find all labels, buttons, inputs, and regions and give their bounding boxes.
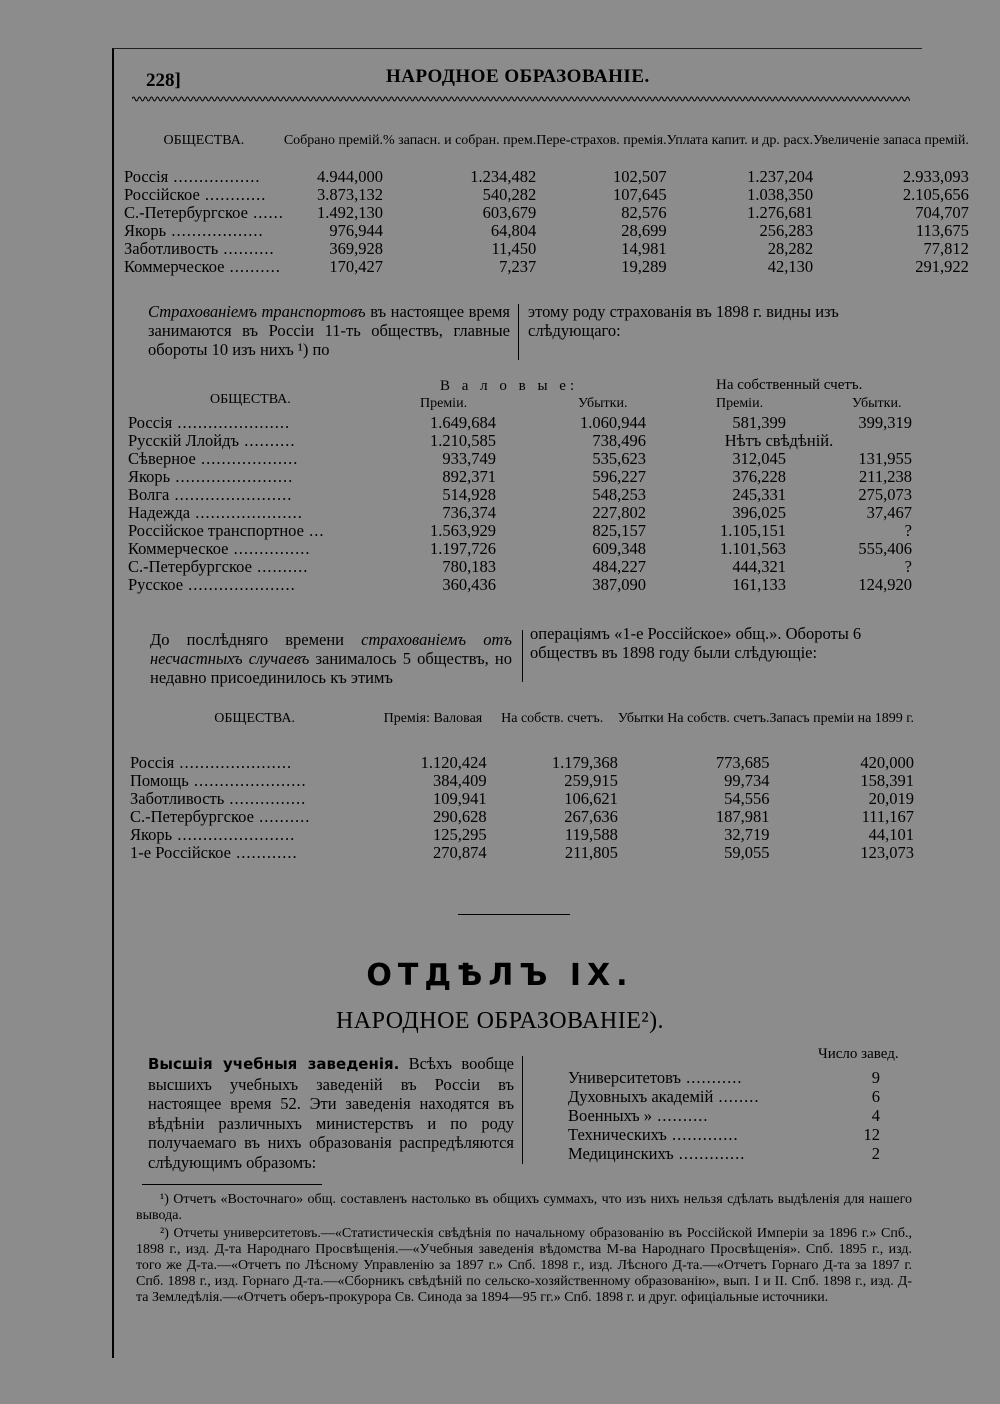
cell-value: 54,556 (724, 789, 770, 808)
cell-value: ? (904, 557, 912, 576)
leader-dots: ....................... (169, 485, 293, 504)
leader-dots: ....................... (170, 467, 294, 486)
leader-dots: ................... (195, 449, 299, 468)
table-row (568, 1087, 880, 1106)
cell-value: 170,427 (329, 257, 383, 276)
page-number: 228] (146, 70, 181, 91)
row-label-text: С.-Петербургское (124, 203, 248, 222)
cell-value: 535,623 (592, 449, 646, 468)
cell-value: 113,675 (915, 221, 969, 240)
cell-value: 555,406 (858, 539, 912, 558)
row-label (128, 522, 396, 540)
cell-value: 111,167 (861, 807, 914, 826)
table-row (124, 204, 969, 222)
row-label-text: Русское (128, 575, 184, 594)
cell-value: 3.873,132 (316, 185, 383, 204)
cell-value: 1.563,929 (430, 521, 496, 540)
cell-value: 125,295 (432, 825, 487, 844)
row-label (568, 1125, 850, 1144)
cell-value: 6 (871, 1087, 880, 1106)
cell-value: 704,707 (915, 203, 969, 222)
leader-dots: ........ (713, 1087, 760, 1106)
col-header: На собств. счетъ. (501, 710, 604, 726)
leader-dots: .......... (218, 239, 275, 258)
cell-value: 1.234,482 (470, 167, 537, 186)
cell-value: 44,101 (868, 825, 914, 844)
paragraph-higher-education (148, 1054, 514, 1172)
row-label-text: Русскій Ллойдъ (128, 431, 240, 450)
row-label (128, 450, 396, 468)
row-label-text: Россія (130, 753, 175, 772)
leader-dots: ..................... (183, 575, 296, 594)
table-row (128, 450, 912, 468)
cell-value: 360,436 (442, 575, 496, 594)
row-label (568, 1068, 850, 1087)
leader-dots: ...................... (172, 413, 291, 432)
cell-value: 1.649,684 (430, 413, 496, 432)
row-label (130, 844, 379, 862)
cell-value: 736,374 (442, 503, 496, 522)
table-row (128, 540, 912, 558)
leader-dots: ... (303, 521, 325, 540)
cell-value: 1.038,350 (747, 185, 814, 204)
leader-dots: ...... (247, 203, 284, 222)
row-label-text: Якорь (128, 467, 171, 486)
col-header: Убытки На собств. счетъ. (617, 710, 770, 726)
row-label-text: Сѣверное (128, 449, 196, 468)
cell-value: 290,628 (432, 807, 487, 826)
leader-dots: ............... (228, 539, 311, 558)
cell-value: 161,133 (732, 575, 786, 594)
row-label (128, 504, 396, 522)
table-row (124, 222, 969, 240)
cell-value: 603,679 (482, 203, 537, 222)
column-divider (518, 304, 519, 360)
cell-value: 32,719 (724, 825, 770, 844)
cell-value: 64,804 (490, 221, 537, 240)
cell-value: 369,928 (329, 239, 383, 258)
col-header: Увеличеніе запаса премій. (813, 132, 969, 148)
cell-value: 259,915 (564, 771, 618, 790)
table-row (130, 754, 914, 772)
table-row (128, 486, 912, 504)
cell-value: 245,331 (732, 485, 786, 504)
cell-value: 514,928 (442, 485, 496, 504)
cell-value: 780,183 (442, 557, 496, 576)
section-title: ОТДѢЛЪ IX. (366, 958, 634, 993)
column-divider (522, 1056, 523, 1164)
row-label-text: Якорь (124, 221, 167, 240)
cell-value: 82,576 (621, 203, 667, 222)
row-label-text: Надежда (128, 503, 191, 522)
leader-dots: ...................... (174, 753, 293, 772)
table-row (130, 844, 914, 862)
cell-value: 256,283 (759, 221, 814, 240)
cell-value: 99,734 (724, 771, 770, 790)
row-label (128, 540, 396, 558)
table-row (124, 186, 969, 204)
col-header: Запасъ преміи на 1899 г. (769, 710, 914, 726)
cell-value: 399,319 (858, 413, 912, 432)
table-row (124, 258, 969, 276)
cell-value: 1.492,130 (316, 203, 383, 222)
paragraph-transport-left: Страхованіемъ транспортовъ въ настоящее время занимаются въ Россіи 11-ть обществъ, главные обороты 10 изъ нихъ ¹) по (148, 302, 510, 359)
col-header: ОБЩЕСТВА. (163, 132, 245, 148)
no-data-note: Нѣтъ свѣдѣній. (724, 431, 834, 450)
cell-value: 106,621 (564, 789, 618, 808)
cell-value: 107,645 (612, 185, 667, 204)
cell-value: 42,130 (767, 257, 814, 276)
leader-dots: .......... (253, 807, 311, 826)
row-label (130, 772, 379, 790)
table-row (128, 522, 912, 540)
col-header: % запасн. и собран. прем. (382, 132, 537, 148)
row-label (124, 204, 284, 222)
row-label-text: Россійское (124, 185, 200, 204)
cell-value: 976,944 (329, 221, 383, 240)
cell-value: 1.120,424 (420, 753, 487, 772)
cell-value: 123,073 (860, 843, 914, 862)
table2-sub-header: Убытки. (852, 396, 902, 411)
column-divider (522, 630, 523, 682)
row-label (128, 432, 396, 450)
cell-value: 312,045 (732, 449, 786, 468)
row-label-text: Помощь (130, 771, 189, 790)
row-label (128, 414, 396, 432)
cell-value: 102,507 (612, 167, 667, 186)
cell-value: 11,450 (491, 239, 537, 258)
table-row (128, 414, 912, 432)
table2-sub-header: Преміи. (420, 396, 468, 411)
row-label-text: Россія (124, 167, 169, 186)
table-row (128, 432, 912, 450)
row-label-text: Заботливость (130, 789, 225, 808)
section-rule (458, 914, 570, 915)
row-label-text: Волга (128, 485, 170, 504)
leader-dots: ....................... (172, 825, 296, 844)
cell-value: 109,941 (432, 789, 487, 808)
cell-value: 158,391 (860, 771, 914, 790)
table-row (568, 1144, 880, 1163)
table-row (130, 790, 914, 808)
row-label (124, 168, 284, 186)
cell-value: 548,253 (592, 485, 646, 504)
table-row (124, 168, 969, 186)
row-label-text: Коммерческое (128, 539, 229, 558)
paragraph-accident-left: До послѣдняго времени страхованіемъ отъ несчастныхъ случаевъ занималось 5 обществъ, но недавно присоединилось къ этимъ (150, 630, 512, 687)
row-label (130, 808, 379, 826)
table-row (128, 468, 912, 486)
cell-value: 4 (871, 1106, 880, 1125)
col-header: Премія: Валовая (383, 710, 483, 726)
leader-dots: ............ (230, 843, 298, 862)
footnote-rule (142, 1184, 322, 1185)
table-accident (130, 682, 914, 862)
cell-value: 540,282 (482, 185, 537, 204)
table-row (130, 808, 914, 826)
cell-value: 484,227 (592, 557, 646, 576)
leader-dots: .......... (652, 1106, 709, 1125)
row-label-text: Россія (128, 413, 173, 432)
cell-value: 9 (871, 1068, 880, 1087)
cell-value: 187,981 (715, 807, 770, 826)
row-label (568, 1106, 850, 1125)
cell-value: 2.933,093 (902, 167, 969, 186)
row-label-text: Заботливость (124, 239, 219, 258)
cell-value: 4.944,000 (316, 167, 383, 186)
cell-value: 1.276,681 (747, 203, 814, 222)
row-label-text: С.-Петербургское (128, 557, 252, 576)
table-premiums (124, 112, 969, 276)
leader-dots: .......... (239, 431, 296, 450)
col-header: ОБЩЕСТВА. (214, 710, 295, 726)
cell-value: 12 (863, 1125, 880, 1144)
cell-value: 1.101,563 (720, 539, 786, 558)
paragraph-accident-right: операціямъ «1-е Россійское» общ.». Обороты 6 обществъ въ 1898 году были слѣдующіе: (530, 624, 862, 662)
row-label-text: Медицинскихъ (568, 1144, 674, 1163)
cell-value: 933,749 (442, 449, 496, 468)
table-row (568, 1125, 880, 1144)
cell-value: 396,025 (732, 503, 786, 522)
leader-dots: .......... (224, 257, 281, 276)
cell-value: 14,981 (621, 239, 667, 258)
cell-value: 1.060,944 (580, 413, 646, 432)
leader-dots: ............ (199, 185, 267, 204)
paragraph-transport-right: этому роду страхованія въ 1898 г. видны изъ слѣдующаго: (528, 302, 839, 340)
cell-value: 581,399 (732, 413, 786, 432)
leader-dots: .......... (251, 557, 309, 576)
footnote-2: ²) Отчеты университетовъ.—«Статистическія свѣдѣнія по начальному образованію въ Россійской Имперіи за 1896 г.» Спб., 1898 г., изд. Д-та Народнаго Просвѣщенія.—«Учебныя заведенія вѣдомства М-ва Народнаго Просвѣщенія». Спб. 1895 г., изд. того же Д-та.—«Отчетъ по Лѣсному Управленію за 1897 г.» Спб. 1898 г., изд. Лѣсного Д-та.—«Отчетъ Горнаго Д-та за 1897 г. Спб. 1898 г., изд. Горнаго Д-та.—«Сборникъ свѣдѣній по сельско-хозяйственному образованію», вып. I и II. Спб. 1898 г., изд. Д-та Земледѣлія.—«Отчетъ оберъ-прокурора Св. Синода за 1894—95 гг.» Спб. 1898 г. и друг. офиціальные источники. (136, 1226, 912, 1305)
row-label (128, 558, 396, 576)
table-row (124, 240, 969, 258)
table-institutions (568, 1068, 880, 1163)
wavy-rule (132, 94, 910, 104)
leader-dots: ............. (673, 1144, 746, 1163)
cell-value: 28,282 (767, 239, 814, 258)
col-header: Собрано премій. (283, 132, 383, 148)
cell-value: 19,289 (621, 257, 667, 276)
row-label (130, 826, 379, 844)
cell-value: 1.179,368 (551, 753, 618, 772)
row-label (124, 240, 284, 258)
table-row (128, 504, 912, 522)
cell-value: 420,000 (860, 753, 914, 772)
table-row (568, 1068, 880, 1087)
row-label (568, 1144, 850, 1163)
cell-value: 2.105,656 (902, 185, 969, 204)
paragraph-text: Всѣхъ вообще высшихъ учебныхъ заведеній въ Россіи въ настоящее время 52. Эти заведенія находятся въ вѣдѣніи различныхъ министерствъ и по роду получаемаго въ нихъ образованія распредѣляются слѣдующимъ образомъ: (148, 1054, 514, 1172)
cell-value: 1.105,151 (720, 521, 786, 540)
table-row (128, 558, 912, 576)
cell-value: 376,228 (732, 467, 786, 486)
row-label-text: Духовныхъ академій (568, 1087, 714, 1106)
row-label-text: С.-Петербургское (130, 807, 254, 826)
table-row (128, 576, 912, 594)
cell-value: 131,955 (858, 449, 912, 468)
row-label-text: Университетовъ (568, 1068, 682, 1087)
leader-dots: ...................... (188, 771, 307, 790)
table-row (568, 1106, 880, 1125)
cell-value: 124,920 (858, 575, 912, 594)
footnote-1: ¹) Отчетъ «Восточнаго» общ. составленъ настолько въ общихъ суммахъ, что изъ нихъ нельзя сдѣлать выдѣленія для нашего вывода. (136, 1192, 912, 1223)
cell-value: ? (904, 521, 912, 540)
row-label (124, 186, 284, 204)
cell-value: 211,238 (858, 467, 912, 486)
cell-value: 270,874 (432, 843, 487, 862)
col-header: Уплата капит. и др. расх. (666, 132, 814, 148)
cell-value: 2 (871, 1144, 880, 1163)
cell-value: 77,812 (923, 239, 969, 258)
table2-name-header: ОБЩЕСТВА. (210, 392, 291, 407)
row-label-text: 1-е Россійское (130, 843, 231, 862)
cell-value: 7,237 (499, 257, 537, 276)
row-label (130, 790, 379, 808)
cell-value: 275,073 (858, 485, 912, 504)
row-label (124, 222, 284, 240)
cell-value: 387,090 (592, 575, 646, 594)
table-transport (128, 414, 912, 594)
row-label (124, 258, 284, 276)
leader-dots: ................. (168, 167, 261, 186)
cell-value: 444,321 (732, 557, 786, 576)
cell-value: 119,588 (564, 825, 618, 844)
row-label (568, 1087, 850, 1106)
cell-value: 37,467 (866, 503, 912, 522)
cell-value: 59,055 (724, 843, 770, 862)
cell-value: 1.237,204 (747, 167, 814, 186)
cell-value: 773,685 (715, 753, 770, 772)
table2-sub-header: Убытки. (578, 396, 628, 411)
cell-value: 1.197,726 (430, 539, 496, 558)
section-subtitle: НАРОДНОЕ ОБРАЗОВАНІЕ²). (335, 1008, 665, 1034)
running-title: НАРОДНОЕ ОБРАЗОВАНІЕ. (386, 66, 650, 87)
table-row (130, 826, 914, 844)
cell-value: 596,227 (592, 467, 646, 486)
table-row (130, 772, 914, 790)
lead-term: Высшія учебныя заведенія. (148, 1055, 400, 1073)
table2-group-own: На собственный счетъ. (716, 377, 863, 393)
cell-value: 892,371 (442, 467, 496, 486)
row-label (128, 468, 396, 486)
leader-dots: ..................... (190, 503, 303, 522)
row-label (130, 754, 379, 772)
row-label-text: Военныхъ » (568, 1106, 653, 1125)
cell-value: 738,496 (592, 431, 646, 450)
row-label (128, 486, 396, 504)
cell-value: 28,699 (621, 221, 667, 240)
table2-group-gross: В а л о в ы е: (440, 378, 579, 394)
cell-value: 227,802 (592, 503, 646, 522)
table2-sub-header: Преміи. (716, 396, 764, 411)
table4-header: Число завед. (818, 1046, 899, 1062)
leader-dots: ............. (666, 1125, 739, 1144)
leader-dots: ............... (224, 789, 307, 808)
cell-value: 291,922 (915, 257, 969, 276)
cell-value: 1.210,585 (430, 431, 496, 450)
cell-value: 825,157 (592, 521, 646, 540)
row-label (128, 576, 396, 594)
cell-value: 267,636 (564, 807, 618, 826)
leader-dots: .................. (166, 221, 264, 240)
row-label-text: Коммерческое (124, 257, 225, 276)
col-header: Пере-страхов. премія. (536, 132, 667, 148)
row-label-text: Якорь (130, 825, 173, 844)
cell-value: 20,019 (868, 789, 914, 808)
cell-value: 211,805 (564, 843, 618, 862)
row-label-text: Техническихъ (568, 1125, 667, 1144)
cell-value: 384,409 (432, 771, 487, 790)
leader-dots: ........... (681, 1068, 743, 1087)
cell-value: 609,348 (592, 539, 646, 558)
row-label-text: Россійское транспортное (128, 521, 304, 540)
